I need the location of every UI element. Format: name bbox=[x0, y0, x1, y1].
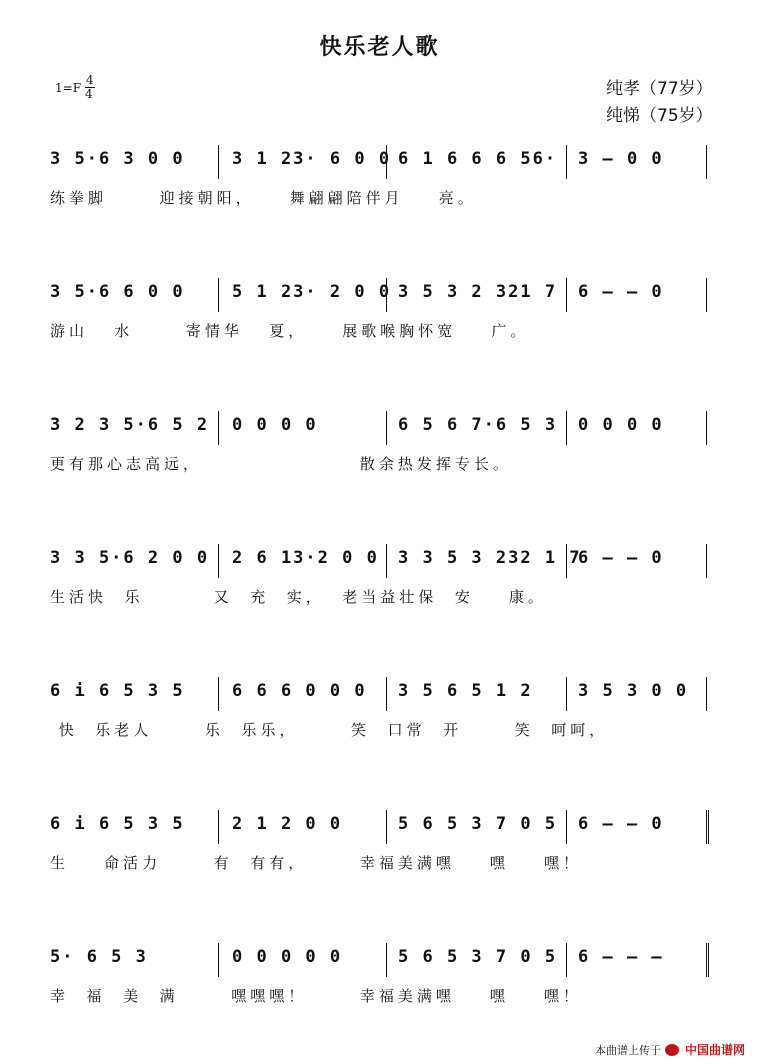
bar-line bbox=[566, 810, 567, 844]
bar-line bbox=[566, 411, 567, 445]
score-row bbox=[0, 677, 759, 767]
measure-notes: 6 i 6 5 3 5 bbox=[50, 681, 185, 701]
score-row bbox=[0, 278, 759, 368]
measure-notes: 0 0 0 0 bbox=[232, 415, 318, 435]
time-signature bbox=[85, 74, 95, 101]
bar-line bbox=[386, 411, 387, 445]
score-row bbox=[0, 810, 759, 900]
measure-notes: 2 1 2 0 0 bbox=[232, 814, 343, 834]
lyric-line: 游山 水 寄情华 夏， 展歌喉胸怀宽 广。 bbox=[50, 322, 530, 340]
measure-notes: 3 5 3 2 321 7 bbox=[398, 282, 558, 302]
measure-notes: 3 3 5·6 2 0 0 bbox=[50, 548, 210, 568]
bar-line bbox=[218, 145, 219, 179]
measure-notes: 5 6 5 3 7 0 5 bbox=[398, 814, 558, 834]
measure-notes: 6 6 6 0 0 0 bbox=[232, 681, 367, 701]
measure-notes: 5 6 5 3 7 0 5 bbox=[398, 947, 558, 967]
measure-notes: 3 5·6 3 0 0 bbox=[50, 149, 185, 169]
score-row bbox=[0, 544, 759, 634]
bar-line bbox=[218, 677, 219, 711]
bar-line bbox=[386, 810, 387, 844]
bar-line bbox=[566, 278, 567, 312]
measure-notes: 3 5 6 5 1 2 bbox=[398, 681, 533, 701]
credit-line: 纯悌（75岁） bbox=[606, 106, 713, 126]
bar-line bbox=[566, 677, 567, 711]
measure-notes: 3 3 5 3 232 1 7 bbox=[398, 548, 582, 568]
measure-notes: 6 1 6 6 6 56· bbox=[398, 149, 558, 169]
footer bbox=[595, 1041, 745, 1058]
bar-line bbox=[218, 278, 219, 312]
measure-notes: 6 – – 0 bbox=[578, 282, 664, 302]
key-label: 1=F bbox=[55, 80, 82, 95]
song-title: 快乐老人歌 bbox=[319, 35, 440, 60]
credit-line: 纯孝（77岁） bbox=[606, 79, 713, 99]
bar-line bbox=[218, 411, 219, 445]
bar-line bbox=[706, 943, 712, 977]
measure-notes: 3 – 0 0 bbox=[578, 149, 664, 169]
score-row bbox=[0, 411, 759, 501]
bar-line bbox=[386, 278, 387, 312]
bar-line bbox=[218, 810, 219, 844]
bar-line bbox=[386, 677, 387, 711]
bar-line bbox=[706, 145, 707, 179]
measure-notes: 0 0 0 0 bbox=[578, 415, 664, 435]
bar-line bbox=[566, 943, 567, 977]
lyric-line: 更有那心志高远， 散余热发挥专长。 bbox=[50, 455, 512, 473]
lyric-line: 快 乐老人 乐 乐乐， 笑 口常 开 笑 呵呵， bbox=[50, 721, 609, 739]
measure-notes: 3 5 3 0 0 bbox=[578, 681, 689, 701]
bar-line bbox=[386, 943, 387, 977]
lyric-line: 生 命活力 有 有有， 幸福美满嘿 嘿 嘿！ bbox=[50, 854, 582, 872]
lyric-line: 幸 福 美 满 嘿嘿嘿！ 幸福美满嘿 嘿 嘿！ bbox=[50, 987, 582, 1005]
bar-line bbox=[706, 278, 707, 312]
measure-notes: 6 – – – bbox=[578, 947, 664, 967]
measure-notes: 6 – – 0 bbox=[578, 814, 664, 834]
measure-notes: 2 6 13·2 0 0 bbox=[232, 548, 379, 568]
bar-line bbox=[706, 544, 707, 578]
site-logo-icon bbox=[665, 1044, 679, 1056]
bar-line bbox=[706, 810, 712, 844]
site-logo: 中国曲谱网 bbox=[684, 1043, 745, 1057]
bar-line bbox=[386, 145, 387, 179]
measure-notes: 3 1 23· 6 0 0 bbox=[232, 149, 392, 169]
bar-line bbox=[706, 677, 707, 711]
lyric-line: 练拳脚 迎接朝阳， 舞翩翩陪伴月 亮。 bbox=[50, 189, 477, 207]
measure-notes: 5· 6 5 3 bbox=[50, 947, 148, 967]
score-row bbox=[0, 145, 759, 235]
measure-notes: 6 – – 0 bbox=[578, 548, 664, 568]
measure-notes: 3 2 3 5·6 5 2 bbox=[50, 415, 210, 435]
credits bbox=[606, 76, 713, 130]
score-row bbox=[0, 943, 759, 1033]
measure-notes: 3 5·6 6 0 0 bbox=[50, 282, 185, 302]
measure-notes: 5 1 23· 2 0 0 bbox=[232, 282, 392, 302]
bar-line bbox=[566, 544, 567, 578]
lyric-line: 生活快 乐 又 充 实， 老当益壮保 安 康。 bbox=[50, 588, 547, 606]
measure-notes: 0 0 0 0 0 bbox=[232, 947, 343, 967]
meter-top: 4 bbox=[86, 73, 94, 87]
bar-line bbox=[566, 145, 567, 179]
meter-bottom: 4 bbox=[85, 87, 93, 101]
key-signature bbox=[55, 74, 95, 101]
bar-line bbox=[218, 943, 219, 977]
bar-line bbox=[218, 544, 219, 578]
bar-line bbox=[386, 544, 387, 578]
measure-notes: 6 i 6 5 3 5 bbox=[50, 814, 185, 834]
footer-text: 本曲谱上传于 bbox=[594, 1043, 661, 1057]
measure-notes: 6 5 6 7·6 5 3 bbox=[398, 415, 558, 435]
bar-line bbox=[706, 411, 707, 445]
